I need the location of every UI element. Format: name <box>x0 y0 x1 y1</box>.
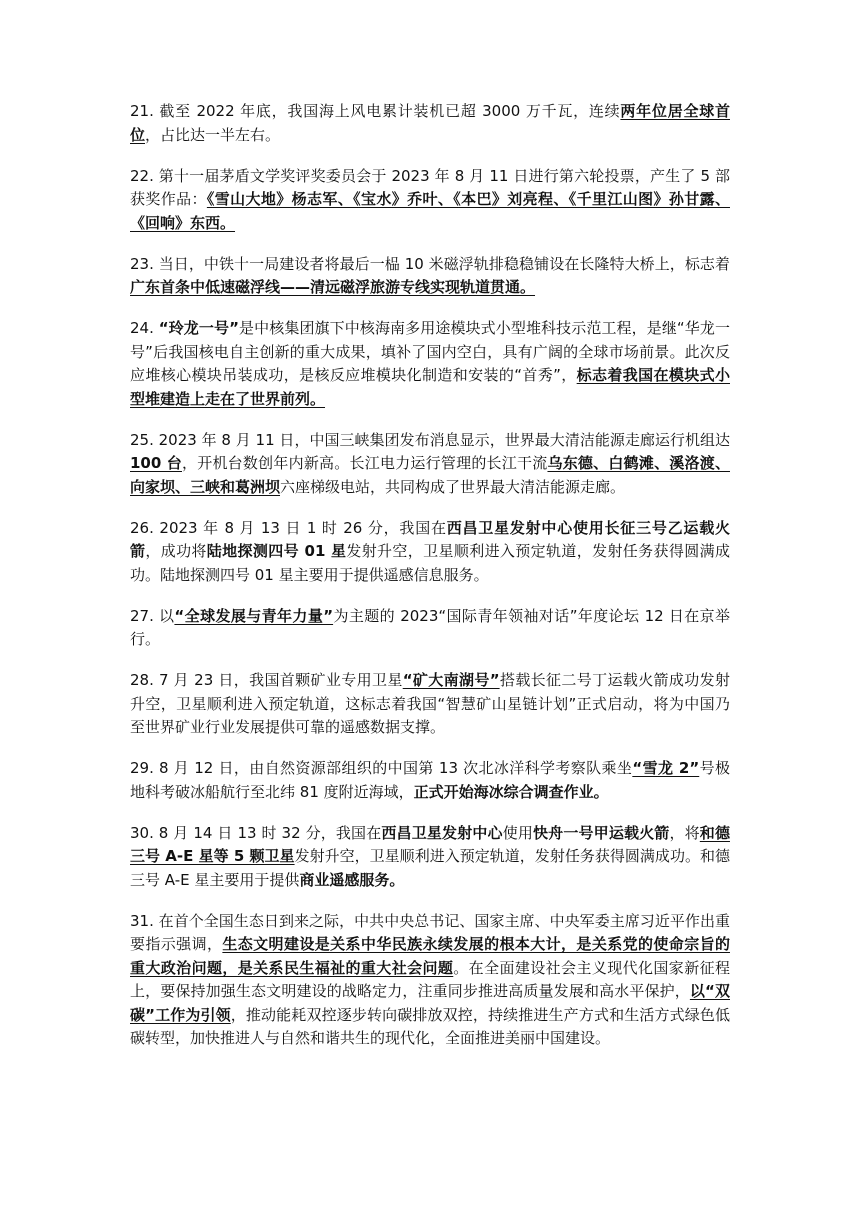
news-item-22 <box>130 165 730 236</box>
body-text: 26. 2023 年 8 月 13 日 1 时 26 分，我国在 <box>130 518 447 537</box>
highlight-text: 两年位居全球首位 <box>130 102 730 144</box>
news-item-28 <box>130 669 730 740</box>
highlight-text: “矿大南湖号” <box>402 671 500 689</box>
news-item-23 <box>130 253 730 300</box>
body-text: 六座梯级电站，共同构成了世界最大清洁能源走廊。 <box>280 477 626 496</box>
news-item-25 <box>130 429 730 500</box>
body-text: 23. 当日，中铁十一局建设者将最后一榀 10 米磁浮轨排稳稳铺设在长隆特大桥上，标志着 <box>130 254 730 273</box>
bold-text: “玲龙一号” <box>158 319 239 337</box>
highlight-text: 生态文明建设是关系中华民族永续发展的根本大计，是关系党的使命宗旨的重大政治问题，是关系民生福祉的重大社会问题 <box>130 935 730 977</box>
body-text: 31. 在首个全国生态日到来之际，中共中央总书记、国家主席、中央军委主席习近平作出重要指示强调， <box>130 911 730 953</box>
body-text: 29. 8 月 12 日，由自然资源部组织的中国第 13 次北冰洋科学考察队乘坐 <box>130 759 633 777</box>
highlight-text: 《雪山大地》杨志军、《宝水》乔叶、《本巴》刘亮程、《千里江山图》孙甘露、《回响》东西。 <box>130 190 730 232</box>
body-text: 发射升空，卫星顺利进入预定轨道，发射任务获得圆满成功。和德三号 A-E 星主要用于提供 <box>130 847 730 889</box>
highlight-text: 以“双碳”工作为引领 <box>130 982 730 1024</box>
highlight-text: 广东首条中低速磁浮线——清远磁浮旅游专线实现轨道贯通。 <box>130 278 536 296</box>
body-text: 24. <box>130 319 159 337</box>
body-text: 30. 8 月 14 日 13 时 32 分，我国在 <box>130 823 382 842</box>
bold-text: 商业遥感服务。 <box>299 870 405 889</box>
body-text: 搭载长征二号丁运载火箭成功发射升空，卫星顺利进入预定轨道，这标志着我国“智慧矿山星链计划”正式启动，将为中国乃至世界矿业行业发展提供可靠的遥感数据支撑。 <box>130 671 731 736</box>
news-item-31 <box>130 910 730 1051</box>
bold-text: 陆地探测四号 01 星 <box>206 542 347 560</box>
news-item-27 <box>130 605 730 652</box>
bold-text: 快舟一号甲运载火箭 <box>533 823 670 842</box>
body-text: 。在全面建设社会主义现代化国家新征程上，要保持加强生态文明建设的战略定力，注重同步推进高质量发展和高水平保护， <box>130 958 730 1000</box>
highlight-text: “全球发展与青年力量” <box>174 606 334 625</box>
news-item-26 <box>130 517 730 588</box>
body-text: ，占比达一半左右。 <box>145 125 281 144</box>
news-item-21 <box>130 100 730 147</box>
body-text: 27. 以 <box>130 606 175 625</box>
body-text: ，将 <box>669 823 700 842</box>
body-text: 28. 7 月 23 日，我国首颗矿业专用卫星 <box>130 671 403 689</box>
body-text: 是中核集团旗下中核海南多用途模块式小型堆科技示范工程，是继“华龙一号”后我国核电自主创新的重大成果，填补了国内空白，具有广阔的全球市场前景。此次反应堆核心模块吊装成功，是核反应堆模块化制造和安装的“首秀”， <box>130 319 731 384</box>
body-text: 22. 第十一届茅盾文学奖评奖委员会于 2023 年 8 月 11 日进行第六轮投票，产生了 5 部获奖作品： <box>130 166 730 208</box>
body-text: ，开机台数创年内新高。长江电力运行管理的长江干流 <box>182 454 548 472</box>
bold-text: 西昌卫星发射中心 <box>381 823 503 842</box>
body-text: 号极地科考破冰船航行至北纬 81 度附近海域， <box>130 759 730 801</box>
bold-text: 正式开始海冰综合调查作业。 <box>413 782 609 801</box>
highlight-text: 乌东德、白鹤滩、溪洛渡、向家坝、三峡和葛洲坝 <box>130 454 730 496</box>
highlight-text: 100 台 <box>130 454 182 472</box>
body-text: 为主题的 2023“国际青年领袖对话”年度论坛 12 日在京举行。 <box>130 606 731 648</box>
bold-text: 西昌卫星发射中心使用长征三号乙运载火箭 <box>130 518 730 560</box>
body-text: 使用 <box>502 823 534 842</box>
body-text: 发射升空，卫星顺利进入预定轨道，发射任务获得圆满成功。陆地探测四号 01 星主要用于提供遥感信息服务。 <box>130 542 730 584</box>
body-text: ，成功将 <box>145 542 207 560</box>
body-text: 21. 截至 2022 年底，我国海上风电累计装机已超 3000 万千瓦，连续 <box>130 102 621 120</box>
body-text: ，推动能耗双控逐步转向碳排放双控，持续推进生产方式和生活方式绿色低碳转型，加快推进人与自然和谐共生的现代化，全面推进美丽中国建设。 <box>130 1005 730 1047</box>
body-text: 25. 2023 年 8 月 11 日，中国三峡集团发布消息显示，世界最大清洁能源走廊运行机组达 <box>130 430 730 449</box>
news-item-30 <box>130 822 730 893</box>
highlight-text: 和德三号 A-E 星等 5 颗卫星 <box>130 823 730 865</box>
highlight-text: “雪龙 2” <box>632 759 700 777</box>
news-list <box>130 100 730 1051</box>
highlight-text: 标志着我国在模块式小型堆建造上走在了世界前列。 <box>130 366 730 408</box>
news-item-24 <box>130 317 730 411</box>
news-item-29 <box>130 757 730 804</box>
